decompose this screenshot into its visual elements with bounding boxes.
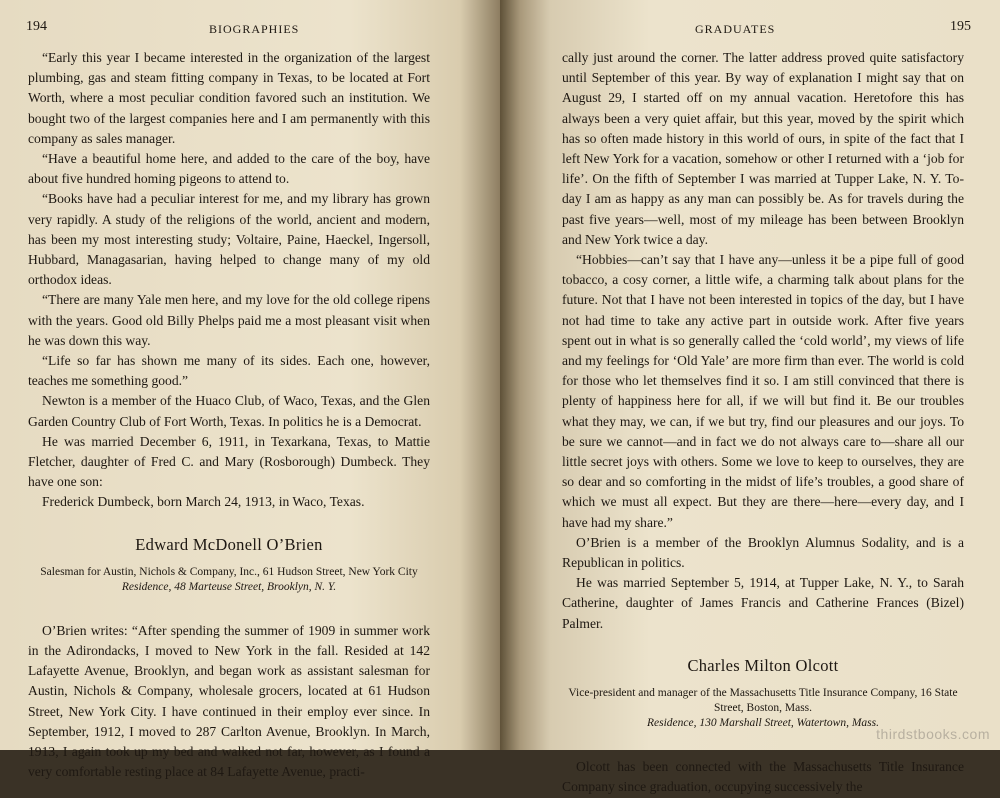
running-head: GRADUATES bbox=[695, 22, 776, 36]
paragraph: He was married December 6, 1911, in Texarkana, Texas, to Mattie Fletcher, daughter of Fred C. and Mary (Rosborough) Dumbeck. They have one son: bbox=[28, 433, 430, 490]
entry-affiliation: Salesman for Austin, Nichols & Company, Inc., 61 Hudson Street, New York City bbox=[40, 565, 418, 578]
paragraph: “There are many Yale men here, and my love for the old college ripens with the years. Good old Billy Phelps paid me a most pleasant visit when he was down this way. bbox=[28, 292, 430, 348]
paragraph: O’Brien writes: “After spending the summer of 1909 in summer work in the Adirondacks, I moved to New York in the fall. Resided at 142 Lafayette Avenue, Brooklyn, and began work as assistant salesman for Austin, Nichols & Company, wholesale grocers, located at 61 Hudson Street, New York City. I have continued in their employ ever since. In September, 1912, I moved to 287 Carlton Avenue, Brooklyn. In March, 1913, I again took up my bed and walked not far, however, as I found a very comfortable resting place at 84 Lafayette Avenue, practi- bbox=[28, 622, 430, 780]
paragraph: Olcott has been connected with the Massachusetts Title Insurance Company since graduation, occupying successively the bbox=[562, 759, 964, 795]
paragraph: cally just around the corner. The latter address proved quite satisfactory until September of this year. By way of explanation I might say that on August 29, I started off on my annual vacation. Heretofore this has always been a very quiet affair, but this year, moved by the spirit which has so often made history in this world of ours, in spite of the fact that I left New York for a vacation, somehow or other I returned with a ‘job for life’. On the fifth of September I was married at Tupper Lake, N. Y. To-day I am as happy as any man can possibly be. As for travels during the past five years—well, most of my mileage has been between Brooklyn and New York twice a day. bbox=[562, 50, 964, 247]
watermark: thirdstbooks.com bbox=[876, 726, 990, 742]
entry-heading: Edward McDonell O’Brien bbox=[135, 534, 323, 554]
entry-residence: Residence, 130 Marshall Street, Watertown, Mass. bbox=[647, 717, 879, 730]
entry-heading: Charles Milton Olcott bbox=[687, 655, 839, 675]
paragraph: “Early this year I became interested in the organization of the largest plumbing, gas and steam fitting company in Texas, to be located at Fort Worth, where a most peculiar condition favored such an institution. We bought two of the largest companies here and I am permanently with this company as sales manager. bbox=[28, 50, 430, 146]
left-text-column bbox=[28, 48, 430, 783]
entry-residence: Residence, 48 Marteuse Street, Brooklyn, N. Y. bbox=[121, 580, 337, 593]
paragraph: “Hobbies—can’t say that I have any—unless it be a pipe full of good tobacco, a cosy corner, a little wife, a charming talk about plans for the future. Not that I have not been interested in topics of the day, but I have not had time to take any active part in outside work. After five years spent out in what is so generally called the ‘cold world’, my views of life and my feelings for ‘Old Yale’ are more firm than ever. The world is cold for those who let themselves find it so. I am still convinced that there is plenty of happiness here for all, if we will but find it. Be our troubles what they may, we can, if we but try, find our pleasures and our joys. To be sure we cannot—and in fact we do not always care to—share all our little secret joys with others. Some we love to keep to ourselves, they are so dear and so comforting in the midst of life’s troubles, a good share of which we must all expect. But they are there—here—every day, and I have had my share.” bbox=[562, 252, 964, 530]
paragraph: “Have a beautiful home here, and added to the care of the boy, have about five hundred homing pigeons to attend to. bbox=[28, 151, 430, 187]
paragraph: He was married September 5, 1914, at Tupper Lake, N. Y., to Sarah Catherine, daughter of James Francis and Catherine Frances (Bizel) Palmer. bbox=[562, 575, 964, 631]
page-number: 194 bbox=[26, 19, 47, 34]
paragraph: “Books have had a peculiar interest for me, and my library has grown very rapidly. A study of the religions of the world, ancient and modern, has been my most interesting study; Voltaire, Paine, Haeckel, Ingersoll, Hubbard, Managasarian, having helped to change many of my old orthodox ideas. bbox=[28, 191, 430, 288]
page-number: 195 bbox=[950, 19, 971, 34]
running-head: BIOGRAPHIES bbox=[209, 22, 300, 36]
paragraph: O’Brien is a member of the Brooklyn Alumnus Sodality, and is a Republican in politics. bbox=[562, 534, 964, 571]
right-page bbox=[500, 0, 1000, 795]
paragraph: “Life so far has shown me many of its sides. Each one, however, teaches me something good.” bbox=[28, 353, 430, 389]
entry-affiliation: Vice-president and manager of the Massachusetts Title Insurance Company, 16 State Street, Boston, Mass. bbox=[568, 687, 958, 715]
paragraph: Newton is a member of the Huaco Club, of Waco, Texas, and the Glen Garden Country Club of Fort Worth, Texas. In politics he is a Democrat. bbox=[28, 393, 430, 429]
right-text-column bbox=[562, 48, 964, 798]
left-page bbox=[0, 0, 500, 780]
paragraph: Frederick Dumbeck, born March 24, 1913, in Waco, Texas. bbox=[42, 494, 365, 510]
